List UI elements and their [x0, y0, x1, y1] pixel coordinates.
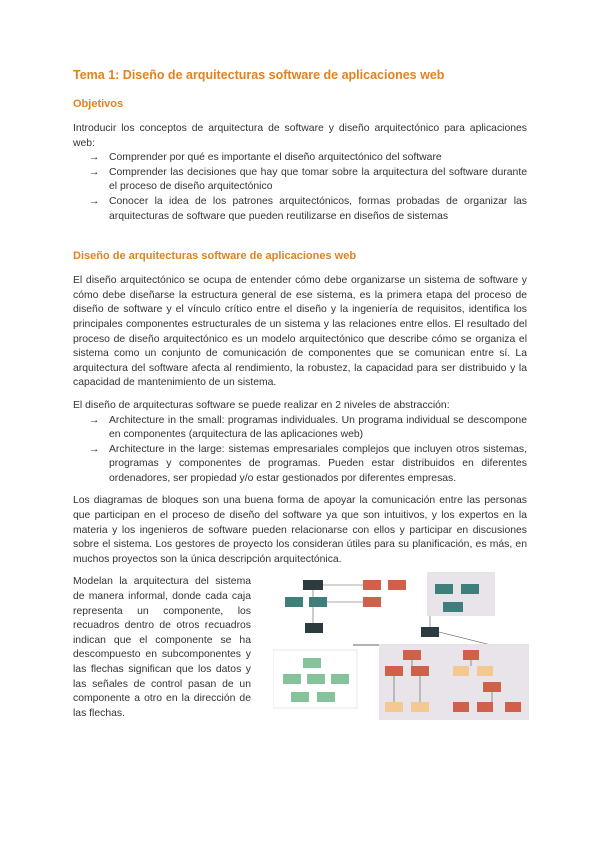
- diagram-block: [461, 584, 479, 594]
- list-item: → Architecture in the large: sistemas empresariales complejos que incluyen otros sistemas, programas y componentes de programas. Pueden estar distribuidos en diferentes ordenadores, ser propiedad y/o estar gestionados por diferentes empresas.: [89, 443, 527, 484]
- heading-objetivos: Objetivos: [73, 98, 124, 110]
- arrow-bullet-icon: →: [89, 152, 100, 164]
- paragraph-niveles: El diseño de arquitecturas software se puede realizar en 2 niveles de abstracción:: [73, 399, 450, 411]
- diagram-block: [331, 674, 349, 684]
- diagram-block: [443, 602, 463, 612]
- diagram-block: [309, 597, 327, 607]
- paragraph-diagramas: Los diagramas de bloques son una buena forma de apoyar la comunicación entre las personas que participan en el proceso de diseño del software ya que son intuitivos, y los expertos en la materia y los ingenieros de software pueden relacionarse con ellos y participar en discusiones sobre el sistema. Los gestores de proyecto los consideran útiles para su planificación, es más, en muchos proyectos son la única descripción arquitectónica.: [73, 495, 527, 565]
- diagram-block: [411, 666, 429, 676]
- document-content: [73, 68, 527, 735]
- diagram-block: [483, 682, 501, 692]
- list-item: → Architecture in the small: programas individuales. Un programa individual se descompone en componentes (arquitectura de las aplicaciones web): [89, 414, 527, 441]
- list-item: → Comprender por qué es importante el diseño arquitectónico del software: [73, 151, 527, 166]
- page-title: Tema 1: Diseño de arquitecturas software de aplicaciones web: [73, 68, 445, 82]
- diagram-block: [403, 650, 421, 660]
- diagram-block: [363, 597, 381, 607]
- list-item: → Conocer la idea de los patrones arquitectónicos, formas probadas de organizar las arquitecturas de software que pueden reutilizarse en diseños de sistemas: [89, 195, 527, 222]
- diagram-block: [453, 666, 469, 676]
- diagram-block: [303, 658, 321, 668]
- diagram-block: [411, 702, 429, 712]
- niveles-list: [73, 414, 527, 487]
- diagram-block: [463, 650, 479, 660]
- objetivos-intro: Introducir los conceptos de arquitectura de software y diseño arquitectónico para aplicaciones web:: [73, 123, 527, 149]
- two-column-block: [73, 575, 527, 735]
- diagram-block: [291, 692, 309, 702]
- paragraph-diseno: El diseño arquitectónico se ocupa de entender cómo debe organizarse un sistema de software y cómo debe diseñarse la estructura general de ese sistema, es la primera etapa del proceso de diseño de software y el vínculo crítico entre el diseño y la ingeniería de requisitos, identifica los principales componentes estructurales de un sistema y las relaciones entre ellos. El resultado del proceso de diseño arquitectónico es un modelo arquitectónico que describe cómo se organiza el sistema como un conjunto de comunicación de componentes que se comunican entre sí. La arquitectura del software afecta al rendimiento, la robustez, la capacidad para ser distribuido y la capacidad de mantenimiento de un sistema.: [73, 275, 527, 389]
- diagram-block: [385, 702, 403, 712]
- heading-diseno: Diseño de arquitecturas software de aplicaciones web: [73, 250, 357, 263]
- arrow-bullet-icon: →: [89, 443, 100, 455]
- diagram-block: [363, 580, 381, 590]
- diagram-block: [305, 623, 323, 633]
- diagram-block: [283, 674, 301, 684]
- diagram-block: [385, 666, 403, 676]
- diagram-block: [307, 674, 325, 684]
- arrow-bullet-icon: →: [89, 195, 100, 207]
- diagram-block: [505, 702, 521, 712]
- list-item: → Comprender las decisiones que hay que tomar sobre la arquitectura del software durante el proceso de diseño arquitectónico: [89, 166, 527, 193]
- paragraph-modelan: Modelan la arquitectura del sistema de manera informal, donde cada caja representa un componente, los recuadros dentro de otros recuadros indican que el componente se ha descompuesto en subcomponentes y las flechas significan que los datos y las señales de control pasan de un componente a otro en la dirección de las flechas.: [73, 576, 251, 719]
- block-diagram: [273, 570, 533, 720]
- diagram-block: [285, 597, 303, 607]
- diagram-block: [421, 627, 439, 637]
- arrow-bullet-icon: →: [89, 166, 100, 178]
- arrow-bullet-icon: →: [89, 414, 100, 426]
- diagram-block: [453, 702, 469, 712]
- diagram-block: [303, 580, 323, 590]
- diagram-block: [477, 702, 493, 712]
- objetivos-list: [73, 151, 527, 224]
- diagram-block: [388, 580, 406, 590]
- diagram-block: [477, 666, 493, 676]
- diagram-block: [435, 584, 453, 594]
- diagram-block: [317, 692, 335, 702]
